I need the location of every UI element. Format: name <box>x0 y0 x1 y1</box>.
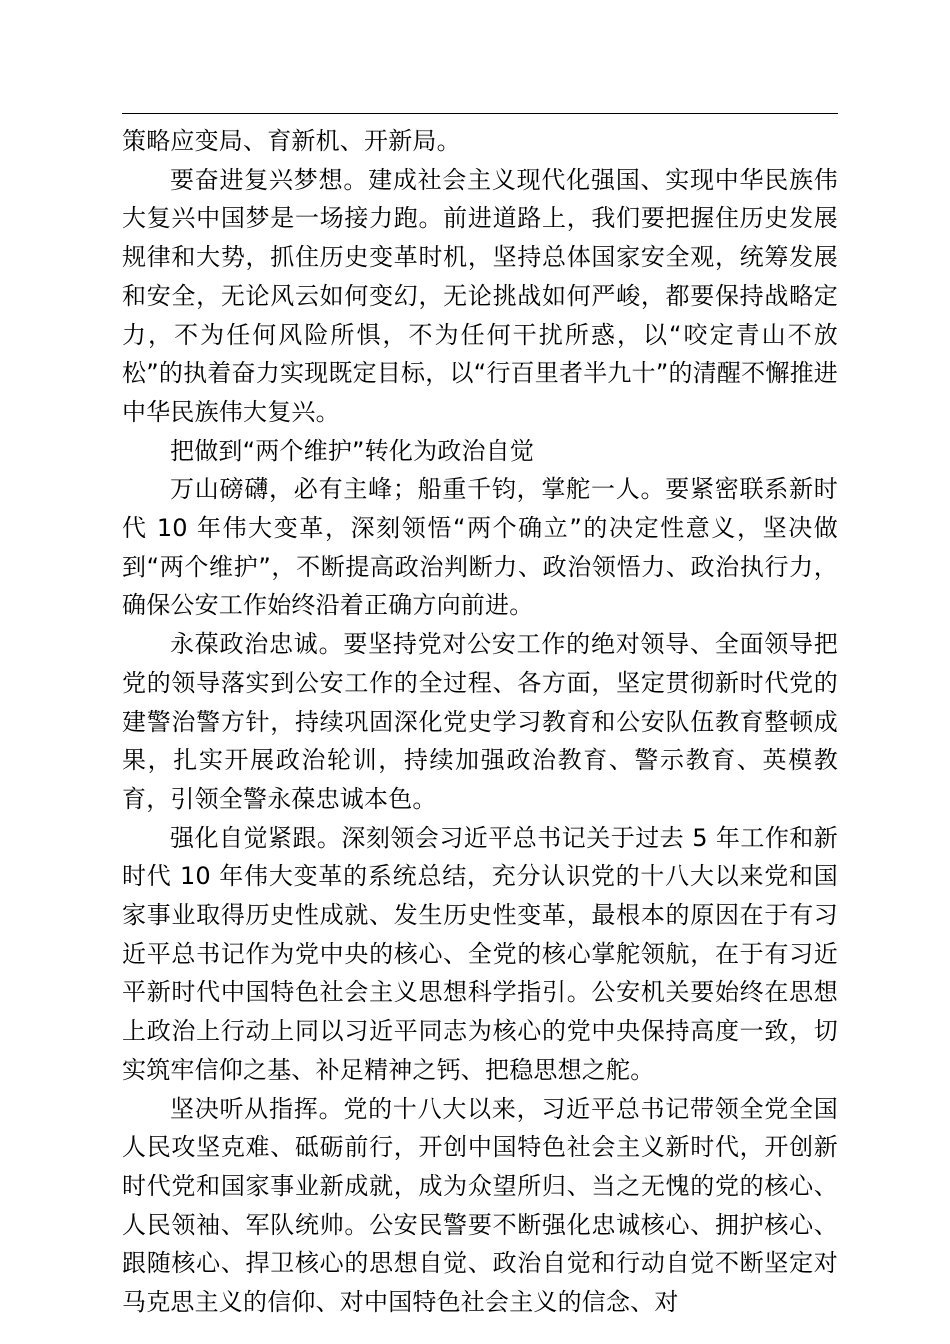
header-rule <box>122 113 838 114</box>
paragraph-conscious-follow: 强化自觉紧跟。深刻领会习近平总书记关于过去 5 年工作和新时代 10 年伟大变革的系统总结，充分认识党的十八大以来党和国家事业取得历史性成就、发生历史性变革，最根本的原因在于有习近平总书记作为党中央的核心、全党的核心掌舵领航，在于有习近平新时代中国特色社会主义思想科学指引。公安机关要始终在思想上政治上行动上同以习近平同志为核心的党中央保持高度一致，切实筑牢信仰之基、补足精神之钙、把稳思想之舵。 <box>122 823 838 1084</box>
paragraph-main-peak: 万山磅礴，必有主峰；船重千钧，掌舵一人。要紧密联系新时代 10 年伟大变革，深刻领悟“两个确立”的决定性意义，坚决做到“两个维护”，不断提高政治判断力、政治领悟力、政治执行力，确保公安工作始终沿着正确方向前进。 <box>122 475 838 620</box>
paragraph-continuation: 策略应变局、育新机、开新局。 <box>122 127 461 155</box>
document-body <box>122 122 838 1322</box>
paragraph-obey-command: 坚决听从指挥。党的十八大以来，习近平总书记带领全党全国人民攻坚克难、砥砺前行，开创中国特色社会主义新时代，开创新时代党和国家事业新成就，成为众望所归、当之无愧的党的核心、人民领袖、军队统帅。公安民警要不断强化忠诚核心、拥护核心、跟随核心、捍卫核心的思想自觉、政治自觉和行动自觉不断坚定对马克思主义的信仰、对中国特色社会主义的信念、对 <box>122 1094 838 1317</box>
section-heading-two-upholds: 把做到“两个维护”转化为政治自觉 <box>170 436 535 465</box>
paragraph-political-loyalty: 永葆政治忠诚。要坚持党对公安工作的绝对领导、全面领导把党的领导落实到公安工作的全过程、各方面，坚定贯彻新时代党的建警治警方针，持续巩固深化党史学习教育和公安队伍教育整顿成果，扎实开展政治轮训，持续加强政治教育、警示教育、英模教育，引领全警永葆忠诚本色。 <box>122 630 838 813</box>
paragraph-rejuvenation-dream: 要奋进复兴梦想。建成社会主义现代化强国、实现中华民族伟大复兴中国梦是一场接力跑。前进道路上，我们要把握住历史发展规律和大势，抓住历史变革时机，坚持总体国家安全观，统筹发展和安全，无论风云如何变幻，无论挑战如何严峻，都要保持战略定力，不为任何风险所惧，不为任何干扰所惑，以“咬定青山不放松”的执着奋力实现既定目标，以“行百里者半九十”的清醒不懈推进中华民族伟大复兴。 <box>122 165 838 426</box>
